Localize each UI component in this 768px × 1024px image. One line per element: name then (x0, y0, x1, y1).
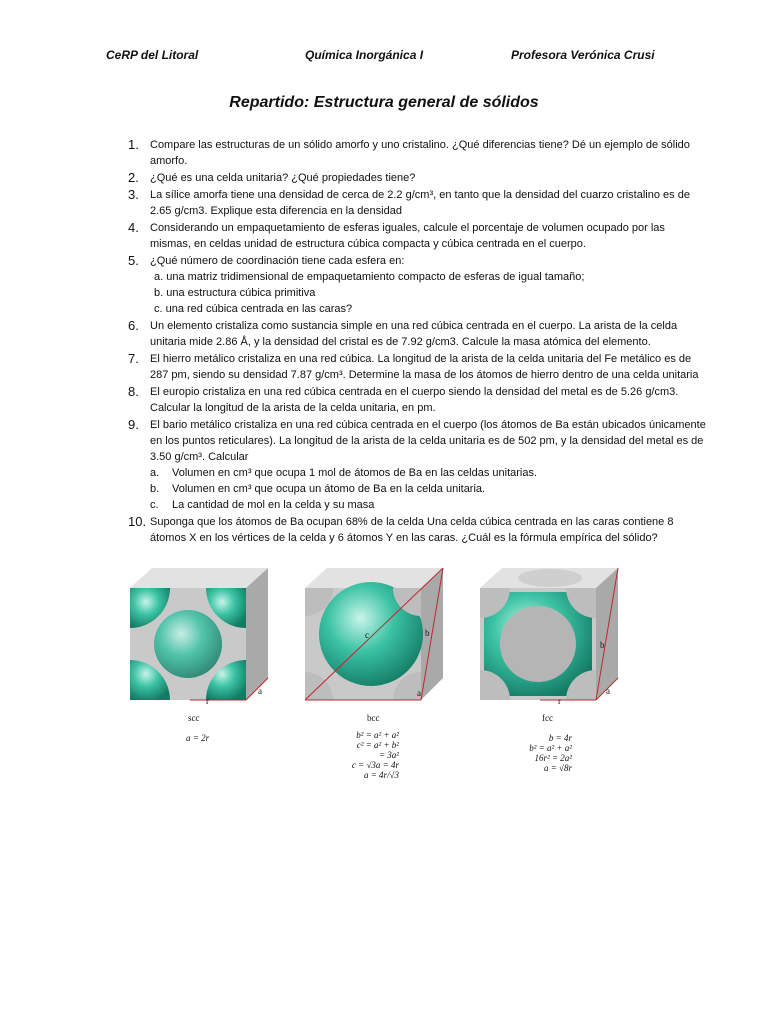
equation: b = 4r (548, 733, 572, 743)
question-number: 4. (128, 220, 139, 235)
fcc-cube-illustration (480, 568, 620, 708)
subitem-letter: c. (150, 499, 159, 511)
header-institution: CeRP del Litoral (106, 48, 199, 62)
equation: b² = a² + a² (529, 743, 572, 753)
equation: c² = a² + b² (356, 740, 399, 750)
label-b: b (600, 640, 605, 650)
label-a: a (417, 688, 421, 698)
question-text: ¿Qué es una celda unitaria? ¿Qué propiedades tiene? (150, 172, 416, 184)
bcc-cube-illustration (305, 568, 445, 708)
document-title: Repartido: Estructura general de sólidos (229, 94, 539, 111)
equation: 16r² = 2a² (534, 753, 572, 763)
subitem-letter: a. (150, 467, 160, 479)
figure-bcc (305, 568, 445, 780)
label-c: c (365, 630, 369, 640)
subitem-letter: b. (150, 483, 160, 495)
question-item (128, 384, 708, 416)
figure-fcc (480, 568, 620, 773)
question-item (128, 417, 708, 513)
subitem-text: Volumen en cm³ que ocupa un átomo de Ba en la celda unitaria. (172, 483, 486, 495)
equation: a = 2r (186, 733, 210, 743)
equation: a = 4r/√3 (363, 770, 399, 780)
equations-fcc (510, 733, 572, 773)
question-text: ¿Qué número de coordinación tiene cada esfera en: (150, 255, 405, 267)
question-item (128, 220, 708, 252)
label-r: r (206, 696, 209, 706)
header-course: Química Inorgánica I (305, 48, 424, 62)
caption-bcc: bcc (367, 713, 380, 723)
question-text: Considerando un empaquetamiento de esferas iguales, calcule el porcentaje de volumen ocupado por las mismas, en celdas unidad de estructura cúbica compacta y cúbica centrada en el cuerpo. (150, 222, 665, 250)
label-a: a (606, 686, 610, 696)
question-number: 7. (128, 351, 139, 366)
question-number: 5. (128, 253, 139, 268)
question-text: El europio cristaliza en una red cúbica centrada en el cuerpo siendo la densidad del metal es de 5.26 g/cm3. Calcular la longitud de la arista de la celda unitaria, en pm. (150, 386, 679, 414)
question-option: a. una matriz tridimensional de empaquetamiento compacto de esferas de igual tamaño; (154, 271, 585, 283)
question-number: 1. (128, 137, 139, 152)
subitem-text: La cantidad de mol en la celda y su masa (172, 499, 375, 511)
figure-simple-cubic (130, 568, 270, 743)
question-number: 9. (128, 417, 139, 432)
label-r: r (558, 696, 561, 706)
equations-bcc (341, 730, 399, 780)
question-item (128, 514, 708, 546)
equation: a = √8r (543, 763, 572, 773)
question-text: Compare las estructuras de un sólido amorfo y uno cristalino. ¿Qué diferencias tiene? Dé un ejemplo de sólido amorfo. (150, 139, 690, 167)
question-item (128, 170, 708, 186)
question-item (128, 318, 708, 350)
simple-cubic-cube-illustration (130, 568, 270, 708)
equations-sc (186, 733, 209, 743)
equation: b² = a² + a² (356, 730, 399, 740)
question-item (128, 187, 708, 219)
question-option: c. una red cúbica centrada en las caras? (154, 303, 353, 315)
unit-cell-figures (120, 568, 640, 808)
question-number: 8. (128, 384, 139, 399)
question-number: 3. (128, 187, 139, 202)
subitem-text: Volumen en cm³ que ocupa 1 mol de átomos de Ba en las celdas unitarias. (172, 467, 538, 479)
question-option: b. una estructura cúbica primitiva (154, 287, 316, 299)
question-text: Suponga que los átomos de Ba ocupan 68% de la celda Una celda cúbica centrada en las caras contiene 8 átomos X en los vértices de la celda y 6 átomos Y en las caras. ¿Cuál es la fórmula empírica del sólido? (150, 516, 674, 544)
question-item (128, 351, 708, 383)
label-b: b (425, 628, 430, 638)
caption-sc: scc (188, 713, 200, 723)
question-text: La sílice amorfa tiene una densidad de cerca de 2.2 g/cm³, en tanto que la densidad del cuarzo cristalino es de 2.65 g/cm3. Explique esta diferencia en la densidad (150, 189, 690, 217)
question-item (128, 253, 708, 317)
question-text: El hierro metálico cristaliza en una red cúbica. La longitud de la arista de la celda unitaria del Fe metálico es de 287 pm, siendo su densidad 7.87 g/cm³. Determine la masa de los átomos de hierro dentro de una celda unitaria (150, 353, 699, 381)
equation: c = √3a = 4r (351, 760, 399, 770)
question-number: 6. (128, 318, 139, 333)
question-number: 2. (128, 170, 139, 185)
question-text: Un elemento cristaliza como sustancia simple en una red cúbica centrada en el cuerpo. La arista de la celda unitaria mide 2.86 Å, y la densidad del cristal es de 7.92 g/cm3. Calcule la masa atómica del elemento. (150, 320, 678, 348)
question-item (128, 137, 708, 169)
question-text: El bario metálico cristaliza en una red cúbica centrada en el cuerpo (los átomos de Ba están ubicados únicamente en los puntos reticulares). La longitud de la arista de la celda unitaria es de 502 pm, y la densidad del metal es de 3.50 g/cm³. Calcular (150, 419, 706, 463)
equation: = 3a² (378, 750, 399, 760)
question-number: 10. (128, 514, 147, 529)
label-a: a (258, 686, 262, 696)
question-list (128, 137, 708, 547)
header-teacher: Profesora Verónica Crusi (511, 48, 655, 62)
caption-fcc: fcc (542, 713, 553, 723)
